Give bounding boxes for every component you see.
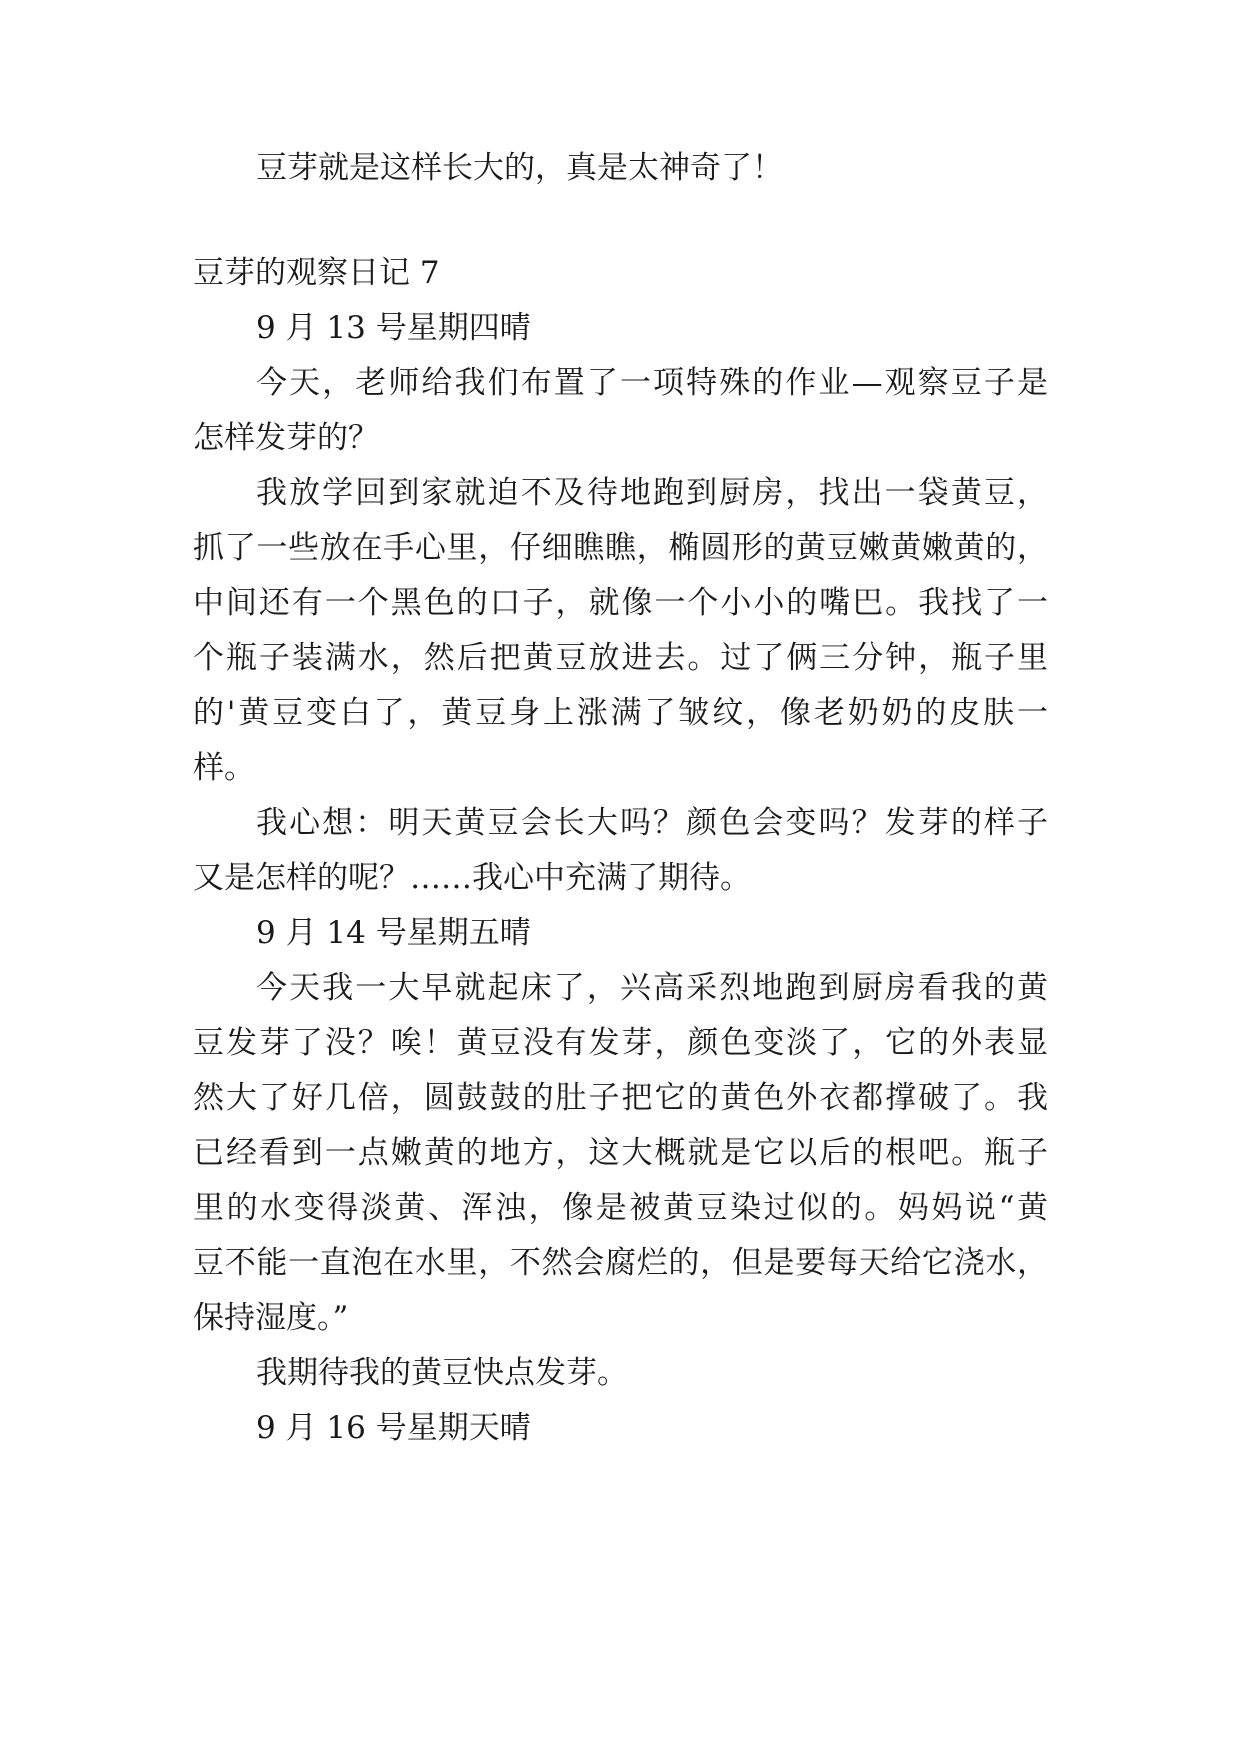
paragraph-line: 中间还有一个黑色的口子，就像一个小小的嘴巴。我找了一 <box>193 585 1048 621</box>
paragraph-line: 豆不能一直泡在水里，不然会腐烂的，但是要每天给它浇水， <box>193 1245 1048 1281</box>
closing-sentence: 豆芽就是这样长大的，真是太神奇了！ <box>256 150 783 186</box>
paragraph-line: 的'黄豆变白了，黄豆身上涨满了皱纹，像老奶奶的皮肤一 <box>193 695 1048 731</box>
paragraph-line: 个瓶子装满水，然后把黄豆放进去。过了俩三分钟，瓶子里 <box>193 640 1048 676</box>
diary-date: 9 月 16 号星期天晴 <box>256 1410 531 1446</box>
paragraph-line: 今天，老师给我们布置了一项特殊的作业—观察豆子是 <box>256 365 1048 401</box>
diary-date: 9 月 14 号星期五晴 <box>256 915 531 951</box>
section-title: 豆芽的观察日记 7 <box>193 255 440 291</box>
paragraph-line: 抓了一些放在手心里，仔细瞧瞧，椭圆形的黄豆嫩黄嫩黄的， <box>193 530 1048 566</box>
paragraph-line: 里的水变得淡黄、浑浊，像是被黄豆染过似的。妈妈说“黄 <box>193 1190 1048 1226</box>
paragraph-line: 今天我一大早就起床了，兴高采烈地跑到厨房看我的黄 <box>256 970 1048 1006</box>
paragraph-line: 又是怎样的呢？……我心中充满了期待。 <box>193 860 751 896</box>
paragraph-line: 豆发芽了没？唉！黄豆没有发芽，颜色变淡了，它的外表显 <box>193 1025 1048 1061</box>
paragraph-line: 怎样发芽的？ <box>193 420 379 456</box>
paragraph-line: 我放学回到家就迫不及待地跑到厨房，找出一袋黄豆， <box>256 475 1048 511</box>
paragraph-line: 样。 <box>193 750 255 786</box>
diary-date: 9 月 13 号星期四晴 <box>256 310 531 346</box>
paragraph-line: 已经看到一点嫩黄的地方，这大概就是它以后的根吧。瓶子 <box>193 1135 1048 1171</box>
paragraph-line: 保持湿度。” <box>193 1300 349 1336</box>
paragraph-line: 我心想：明天黄豆会长大吗？颜色会变吗？发芽的样子 <box>256 805 1048 841</box>
paragraph-line: 然大了好几倍，圆鼓鼓的肚子把它的黄色外衣都撑破了。我 <box>193 1080 1048 1116</box>
paragraph-line: 我期待我的黄豆快点发芽。 <box>256 1355 628 1391</box>
